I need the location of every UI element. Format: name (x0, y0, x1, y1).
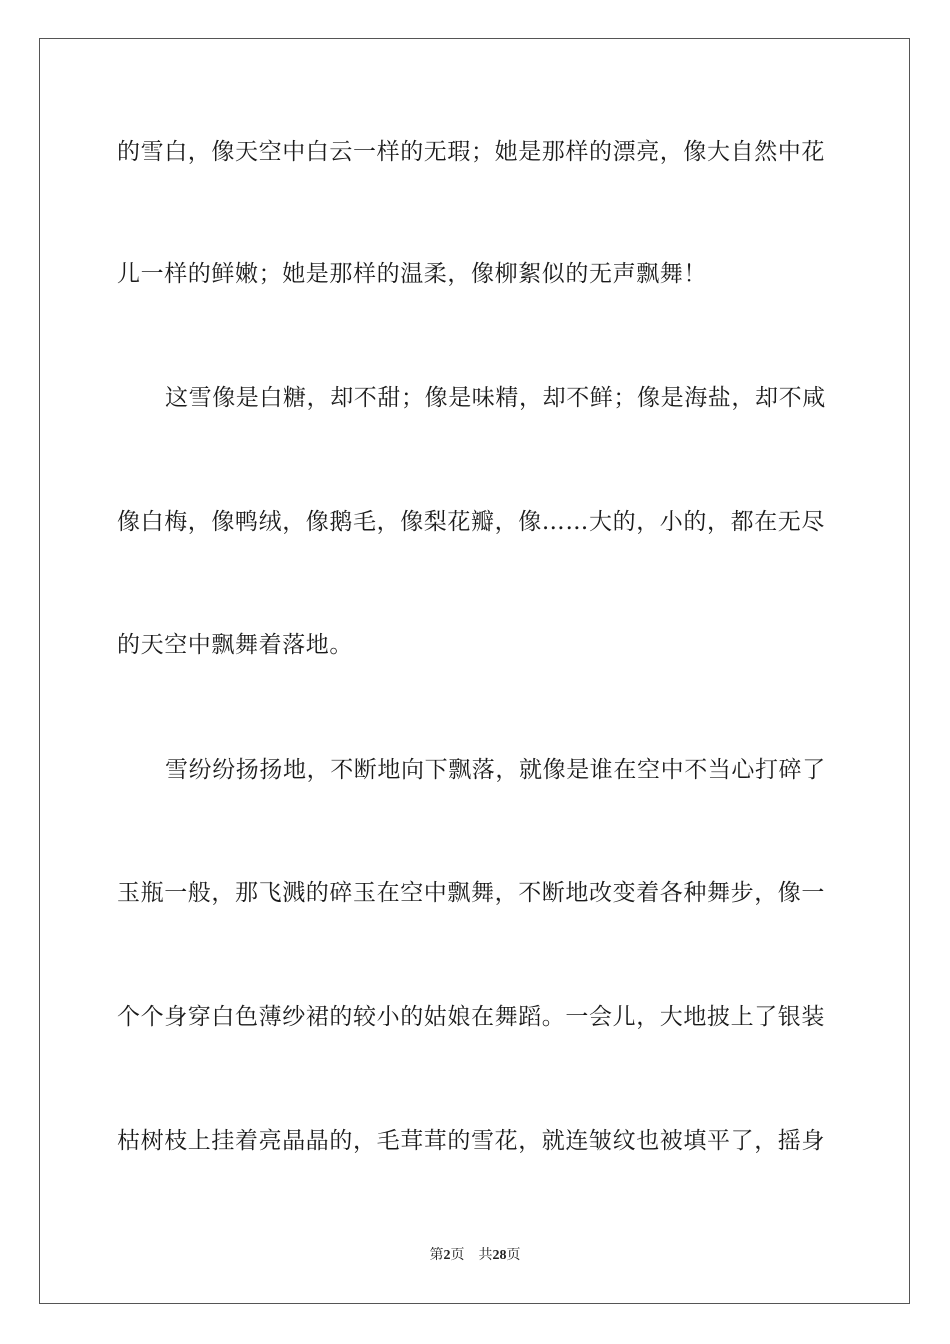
page-border (39, 38, 910, 1304)
total-suffix: 页 (506, 1248, 521, 1263)
text-line-1: 的雪白，像天空中白云一样的无瑕；她是那样的漂亮，像大自然中花 (117, 139, 825, 165)
text-line-9: 枯树枝上挂着亮晶晶的，毛茸茸的雪花，就连皱纹也被填平了，摇身 (117, 1128, 825, 1154)
text-line-8: 个个身穿白色薄纱裙的较小的姑娘在舞蹈。一会儿，大地披上了银装 (117, 1004, 825, 1030)
page-number: 2 (443, 1248, 451, 1263)
page-footer (0, 1247, 950, 1265)
paragraph-start-line-3: 这雪像是白糖，却不甜；像是味精，却不鲜；像是海盐，却不咸 (165, 385, 826, 411)
text-line-5: 的天空中飘舞着落地。 (117, 632, 353, 658)
text-line-4: 像白梅，像鸭绒，像鹅毛，像梨花瓣，像……大的，小的，都在无尽 (117, 509, 825, 535)
text-line-2: 儿一样的鲜嫩；她是那样的温柔，像柳絮似的无声飘舞！ (117, 261, 707, 287)
page-suffix: 页 (450, 1248, 465, 1263)
total-prefix: 共 (478, 1248, 493, 1263)
text-line-7: 玉瓶一般，那飞溅的碎玉在空中飘舞，不断地改变着各种舞步，像一 (117, 880, 825, 906)
page-prefix: 第 (429, 1248, 444, 1263)
total-pages: 28 (492, 1248, 507, 1263)
paragraph-start-line-6: 雪纷纷扬扬地，不断地向下飘落，就像是谁在空中不当心打碎了 (165, 757, 826, 783)
